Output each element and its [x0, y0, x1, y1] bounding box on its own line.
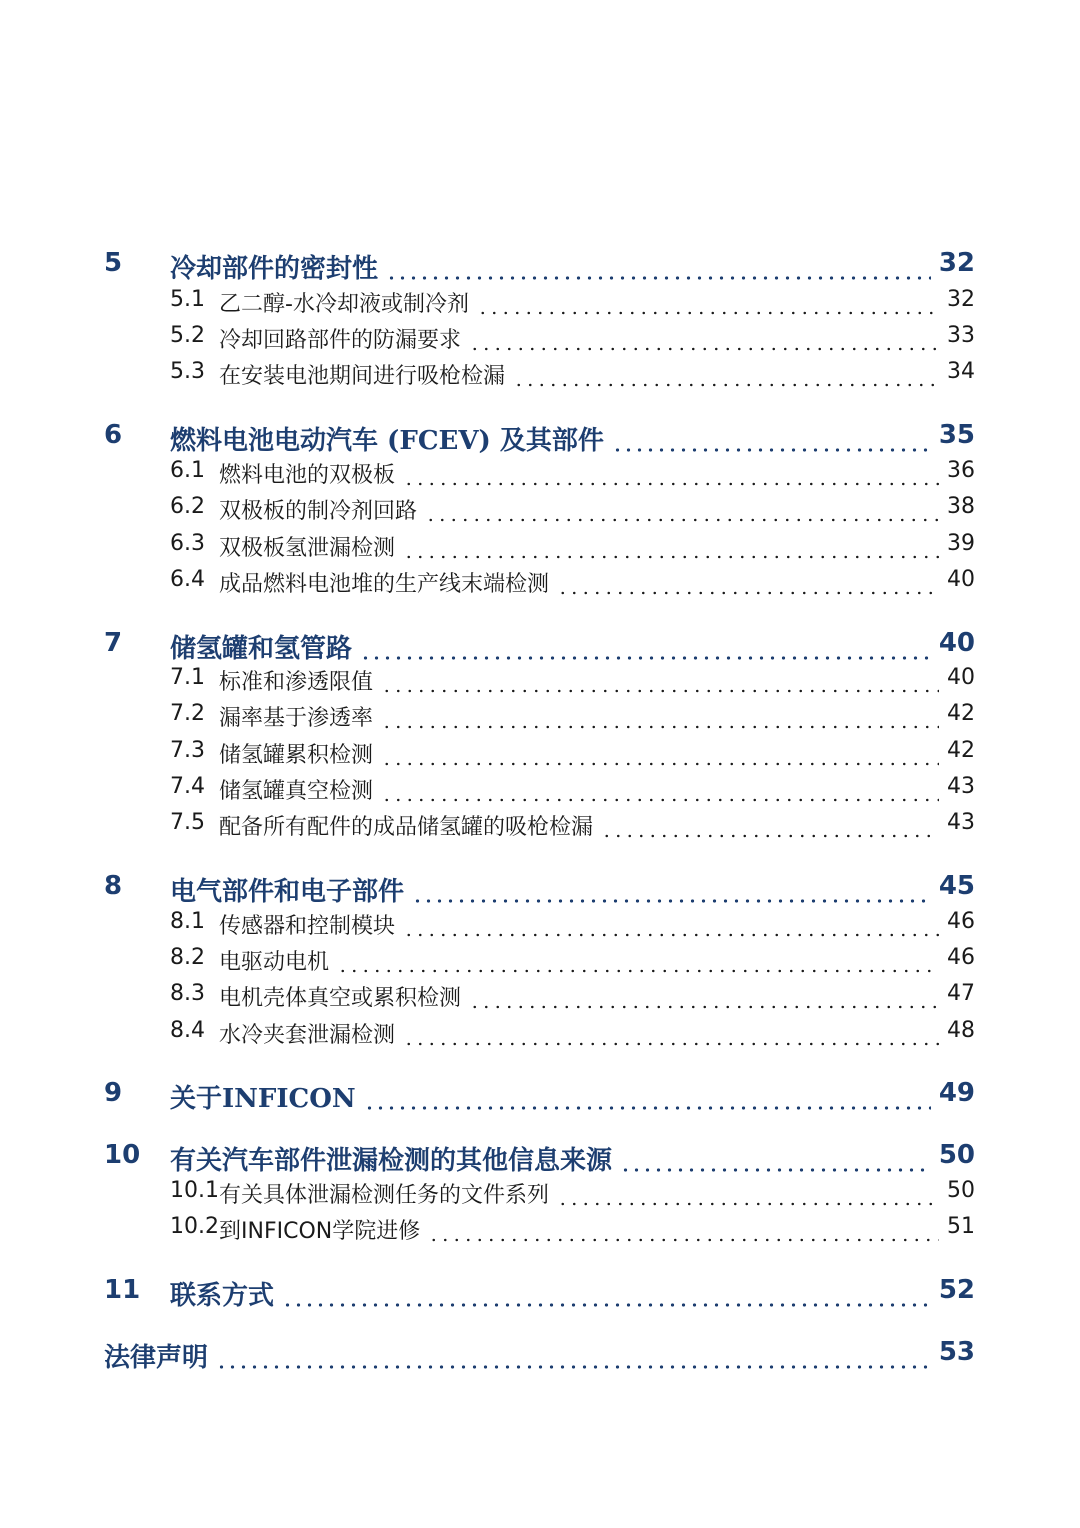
toc-chapter-entry[interactable] [0, 1140, 1080, 1180]
toc-dot-leader [557, 1202, 939, 1206]
toc-page-number: 39 [947, 531, 975, 556]
toc-entry-number: 8.2 [170, 945, 205, 970]
toc-dot-leader [469, 1005, 939, 1009]
toc-section-entry[interactable] [0, 1178, 1080, 1214]
toc-entry-title: 双极板氢泄漏检测 [219, 536, 396, 561]
toc-entry-number: 7.4 [170, 774, 205, 799]
toc-entry-title: 燃料电池的双极板 [219, 463, 396, 488]
toc-page-number: 46 [947, 909, 975, 934]
toc-dot-leader [364, 1106, 931, 1110]
toc-dot-leader [469, 347, 939, 351]
toc-section-entry[interactable] [0, 738, 1080, 774]
toc-entry-title: 冷却回路部件的防漏要求 [219, 328, 462, 353]
toc-dot-leader [612, 448, 931, 452]
toc-page-number: 38 [947, 494, 975, 519]
toc-dot-leader [360, 656, 931, 660]
toc-dot-leader [403, 555, 939, 559]
toc-dot-leader [403, 933, 939, 937]
toc-entry-number: 6.1 [170, 458, 205, 483]
toc-page-number: 47 [947, 981, 975, 1006]
toc-section-entry[interactable] [0, 287, 1080, 323]
toc-section-entry[interactable] [0, 909, 1080, 945]
toc-section-entry[interactable] [0, 1018, 1080, 1054]
toc-section-entry[interactable] [0, 494, 1080, 530]
toc-entry-title: 电驱动电机 [219, 950, 330, 975]
toc-page-number: 34 [947, 359, 975, 384]
toc-page-number: 52 [938, 1275, 975, 1305]
toc-section-entry[interactable] [0, 810, 1080, 846]
toc-entry-title: 有关汽车部件泄漏检测的其他信息来源 [170, 1146, 613, 1176]
toc-page-number: 42 [947, 738, 975, 763]
toc-entry-number: 5 [104, 248, 123, 278]
toc-entry-title: 关于INFICON [170, 1084, 356, 1114]
toc-entry-number: 5.3 [170, 359, 205, 384]
toc-page-number: 50 [947, 1178, 975, 1203]
toc-section-entry[interactable] [0, 945, 1080, 981]
toc-page-number: 48 [947, 1018, 975, 1043]
toc-page-number: 46 [947, 945, 975, 970]
toc-section-entry[interactable] [0, 1214, 1080, 1250]
toc-entry-number: 8.1 [170, 909, 205, 934]
toc-entry-title: 储氢罐真空检测 [219, 779, 374, 804]
toc-entry-title: 联系方式 [170, 1281, 275, 1311]
toc-dot-leader [381, 689, 939, 693]
toc-dot-leader [381, 762, 939, 766]
toc-dot-leader [477, 311, 939, 315]
toc-entry-title: 乙二醇-水冷却液或制冷剂 [219, 292, 469, 317]
toc-chapter-entry[interactable] [0, 628, 1080, 668]
toc-chapter-entry[interactable] [0, 1275, 1080, 1315]
toc-page-number: 40 [947, 665, 975, 690]
toc-entry-number: 7.5 [170, 810, 205, 835]
toc-dot-leader [513, 383, 939, 387]
toc-page-number: 51 [947, 1214, 975, 1239]
toc-entry-number: 9 [104, 1078, 123, 1108]
toc-entry-title: 有关具体泄漏检测任务的文件系列 [219, 1183, 550, 1208]
toc-entry-title: 成品燃料电池堆的生产线末端检测 [219, 572, 550, 597]
toc-page-number: 32 [947, 287, 975, 312]
toc-entry-number: 10 [104, 1140, 141, 1170]
toc-entry-number: 5.1 [170, 287, 205, 312]
toc-section-entry[interactable] [0, 981, 1080, 1017]
toc-section-entry[interactable] [0, 323, 1080, 359]
toc-entry-title: 电气部件和电子部件 [170, 877, 405, 907]
toc-section-entry[interactable] [0, 774, 1080, 810]
toc-page-number: 45 [938, 871, 975, 901]
toc-page-number: 32 [938, 248, 975, 278]
toc-dot-leader [428, 1238, 939, 1242]
toc-dot-leader [282, 1303, 931, 1307]
toc-section-entry[interactable] [0, 567, 1080, 603]
toc-dot-leader [216, 1365, 931, 1369]
toc-section-entry[interactable] [0, 531, 1080, 567]
toc-entry-number: 8.3 [170, 981, 205, 1006]
toc-page-number: 35 [938, 420, 975, 450]
toc-page-number: 40 [938, 628, 975, 658]
toc-dot-leader [403, 1042, 939, 1046]
toc-entry-number: 7.2 [170, 701, 205, 726]
toc-section-entry[interactable] [0, 701, 1080, 737]
toc-section-entry[interactable] [0, 458, 1080, 494]
toc-entry-number: 7.3 [170, 738, 205, 763]
toc-entry-title: 双极板的制冷剂回路 [219, 499, 418, 524]
toc-entry-number: 10.1 [170, 1178, 219, 1203]
toc-entry-title: 到INFICON学院进修 [219, 1219, 421, 1244]
toc-dot-leader [403, 482, 939, 486]
toc-dot-leader [601, 834, 939, 838]
toc-entry-title: 标准和渗透限值 [219, 670, 374, 695]
toc-chapter-entry[interactable] [0, 248, 1080, 288]
toc-entry-number: 7 [104, 628, 123, 658]
toc-dot-leader [412, 899, 931, 903]
toc-entry-title: 储氢罐和氢管路 [170, 634, 353, 664]
toc-entry-number: 10.2 [170, 1214, 219, 1239]
toc-entry-title: 储氢罐累积检测 [219, 743, 374, 768]
toc-chapter-entry[interactable] [0, 871, 1080, 911]
toc-page-number: 53 [938, 1337, 975, 1367]
toc-entry-title: 水冷夹套泄漏检测 [219, 1023, 396, 1048]
toc-page-number: 33 [947, 323, 975, 348]
toc-entry-number: 6 [104, 420, 123, 450]
toc-entry-title: 冷却部件的密封性 [170, 254, 379, 284]
toc-page-number: 36 [947, 458, 975, 483]
toc-entry-title: 在安装电池期间进行吸枪检漏 [219, 364, 506, 389]
toc-entry-title: 电机壳体真空或累积检测 [219, 986, 462, 1011]
toc-entry-number: 8 [104, 871, 123, 901]
toc-entry-number: 8.4 [170, 1018, 205, 1043]
toc-dot-leader [425, 518, 939, 522]
toc-chapter-entry[interactable] [0, 420, 1080, 460]
toc-dot-leader [620, 1168, 931, 1172]
toc-chapter-entry[interactable] [0, 1078, 1080, 1118]
toc-page-number: 50 [938, 1140, 975, 1170]
toc-page-number: 49 [938, 1078, 975, 1108]
toc-entry-number: 5.2 [170, 323, 205, 348]
toc-page-number: 43 [947, 774, 975, 799]
toc-entry-number: 11 [104, 1275, 141, 1305]
toc-entry-number: 6.4 [170, 567, 205, 592]
toc-page-number: 42 [947, 701, 975, 726]
toc-chapter-entry[interactable] [0, 1337, 1080, 1377]
toc-entry-title: 配备所有配件的成品储氢罐的吸枪检漏 [219, 815, 594, 840]
toc-entry-number: 6.2 [170, 494, 205, 519]
toc-dot-leader [381, 798, 939, 802]
toc-entry-title: 传感器和控制模块 [219, 914, 396, 939]
toc-entry-title: 燃料电池电动汽车 (FCEV) 及其部件 [170, 426, 604, 456]
toc-section-entry[interactable] [0, 359, 1080, 395]
toc-entry-number: 6.3 [170, 531, 205, 556]
toc-page-number: 40 [947, 567, 975, 592]
toc-dot-leader [381, 725, 939, 729]
toc-dot-leader [386, 276, 931, 280]
toc-entry-title: 法律声明 [104, 1343, 209, 1373]
toc-entry-number: 7.1 [170, 665, 205, 690]
toc-section-entry[interactable] [0, 665, 1080, 701]
toc-page-number: 43 [947, 810, 975, 835]
toc-dot-leader [557, 591, 939, 595]
toc-entry-title: 漏率基于渗透率 [219, 706, 374, 731]
toc-dot-leader [337, 969, 939, 973]
